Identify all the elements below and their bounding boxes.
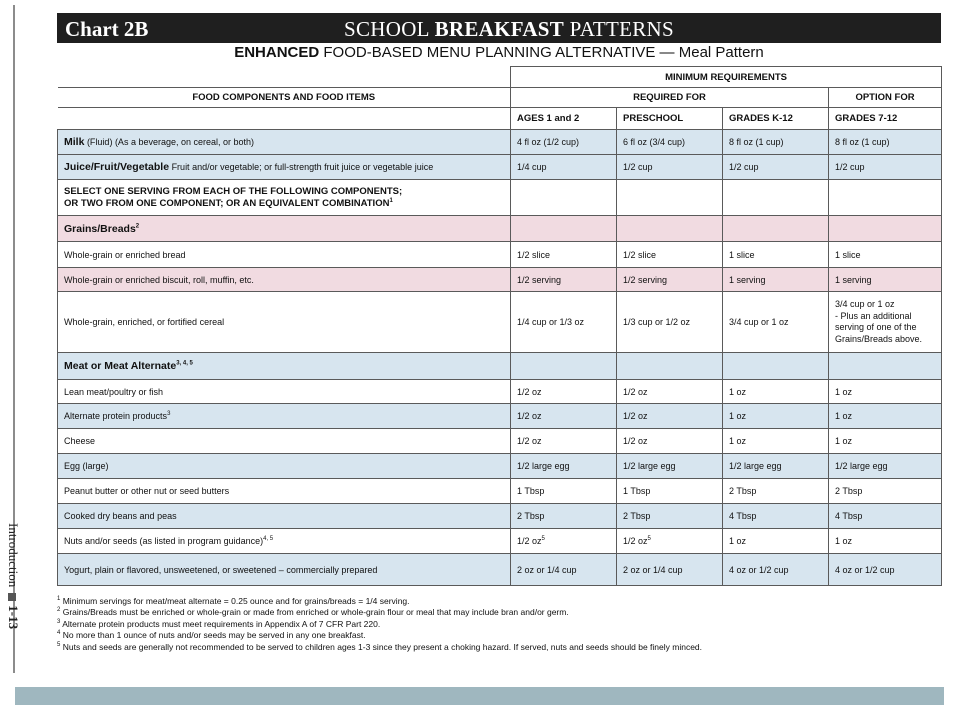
header-row-minimum xyxy=(58,67,942,88)
milk-row xyxy=(58,130,942,155)
grains-section-row xyxy=(58,216,942,242)
table-cell: 1/2 serving xyxy=(617,268,723,292)
juice-row xyxy=(58,155,942,180)
title-plain: SCHOOL xyxy=(344,17,430,41)
table-cell: 4 Tbsp xyxy=(829,504,942,529)
option-for-header: OPTION FOR xyxy=(829,88,942,108)
table-cell: 1/2 $oz^5$ xyxy=(511,529,617,554)
square-bullet-icon xyxy=(8,593,16,601)
chart-title xyxy=(344,17,674,42)
table-cell: 1/2 slice xyxy=(511,242,617,268)
age-header: GRADES 7-12 xyxy=(829,108,942,130)
table-cell: 1/2 oz xyxy=(511,404,617,429)
chart-label: Chart 2B xyxy=(65,17,149,41)
milk-label-bold: Milk xyxy=(64,136,85,148)
juice-label xyxy=(58,155,511,180)
table-row xyxy=(58,292,942,353)
meal-pattern-table xyxy=(57,66,942,586)
food-item: Egg (large) xyxy=(58,454,511,479)
empty-cell xyxy=(723,180,829,216)
grains-label-text: Grains/Breads xyxy=(64,222,136,235)
cereal-note-line: serving of one of the xyxy=(835,322,917,332)
empty-cell xyxy=(617,180,723,216)
empty-cell xyxy=(723,353,829,380)
empty-cell xyxy=(511,353,617,380)
age-header: GRADES K-12 xyxy=(723,108,829,130)
table-row xyxy=(58,242,942,268)
table-cell: 1/2 oz xyxy=(617,404,723,429)
table-cell: 1 oz xyxy=(829,380,942,404)
table-cell: 1/2 cup xyxy=(829,155,942,180)
table-cell: 8 fl oz (1 cup) xyxy=(723,130,829,155)
empty-cell xyxy=(617,216,723,242)
table-cell: 2 Tbsp xyxy=(617,504,723,529)
table-cell: 1 Tbsp xyxy=(617,479,723,504)
select-instruction: SELECT ONE SERVING FROM EACH OF THE FOLLOWING COMPONENTS; OR TWO FROM ONE COMPONENT; OR AN EQUIVALENT COMBINATION$^1$ xyxy=(58,180,511,216)
food-item-text: Alternate protein products xyxy=(64,411,168,421)
footnote-text: No more than 1 ounce of nuts and/or seeds may be served in any one breakfast. xyxy=(62,630,366,641)
table-cell: 1/2 cup xyxy=(617,155,723,180)
meat-section-label: Meat or Meat Alternate$^{3, 4, 5}$ xyxy=(58,353,511,380)
table-cell: 2 Tbsp xyxy=(829,479,942,504)
table-cell: 8 fl oz (1 cup) xyxy=(829,130,942,155)
table-cell: 3/4 cup or 1 oz xyxy=(835,299,895,309)
food-item: Whole-grain or enriched bread xyxy=(58,242,511,268)
table-cell: 1 oz xyxy=(723,404,829,429)
table-cell: 2 Tbsp xyxy=(723,479,829,504)
empty-cell xyxy=(723,216,829,242)
footnotes xyxy=(57,596,941,653)
age-header: AGES 1 and 2 xyxy=(511,108,617,130)
food-item: Yogurt, plain or flavored, unsweetened, or sweetened – commercially prepared xyxy=(58,554,511,586)
title-bold: BREAKFAST xyxy=(434,17,565,41)
footnote-text: Minimum servings for meat/meat alternate = 0.25 ounce and for grains/breads = 1/4 serving. xyxy=(62,596,410,606)
cereal-note-line: Grains/Breads above. xyxy=(835,333,923,344)
table-cell: 4 Tbsp xyxy=(723,504,829,529)
food-item: Alternate protein products$^3$ xyxy=(58,404,511,429)
table-cell: 1 oz xyxy=(829,529,942,554)
table-cell: 1/4 cup xyxy=(511,155,617,180)
table-cell: 1 oz xyxy=(723,429,829,454)
title-rest: PATTERNS xyxy=(569,17,674,41)
table-cell: 1/2 cup xyxy=(723,155,829,180)
table-cell: 4 fl oz (1/2 cup) xyxy=(511,130,617,155)
header-blank-cell xyxy=(58,67,511,88)
table-cell: 1 oz xyxy=(723,529,829,554)
juice-label-detail: Fruit and/or vegetable; or full-strength fruit juice or vegetable juice xyxy=(171,162,434,172)
footnote: $^5$ Nuts and seeds are generally not recommended to be served to children ages 1-3 since they present a choking hazard. If served, nuts and seeds should be finely minced. xyxy=(57,641,703,652)
subtitle-bold: ENHANCED xyxy=(234,44,320,61)
cell-text: 1/2 oz xyxy=(517,536,542,546)
table-cell: 1/2 large egg xyxy=(617,454,723,479)
minimum-requirements-header: MINIMUM REQUIREMENTS xyxy=(511,67,942,88)
food-item: Whole-grain, enriched, or fortified cereal xyxy=(58,292,511,353)
food-item: Whole-grain or enriched biscuit, roll, muffin, etc. xyxy=(58,268,511,292)
required-for-header: REQUIRED FOR xyxy=(511,88,829,108)
table-cell: 4 oz or 1/2 cup xyxy=(723,554,829,586)
table-cell: 1/2 large egg xyxy=(723,454,829,479)
table-cell: 1/2 oz xyxy=(511,429,617,454)
subtitle-rest: FOOD-BASED MENU PLANNING ALTERNATIVE — Meal Pattern xyxy=(323,44,764,61)
table-cell: 6 fl oz (3/4 cup) xyxy=(617,130,723,155)
table-cell: 1/2 $oz^5$ xyxy=(617,529,723,554)
grains-section-label: Grains/Breads$^2$ xyxy=(58,216,511,242)
select-line-2: OR TWO FROM ONE COMPONENT; OR AN EQUIVALENT COMBINATION xyxy=(64,197,390,209)
cereal-option-cell xyxy=(829,292,942,353)
empty-cell xyxy=(617,353,723,380)
table-cell: 1/3 cup or 1/2 oz xyxy=(617,292,723,353)
table-cell: 2 Tbsp xyxy=(511,504,617,529)
footnote: $^2$ Grains/Breads must be enriched or whole-grain or made from enriched or whole-grain flour or meal that may include bran and/or germ. xyxy=(57,607,569,618)
table-row xyxy=(58,454,942,479)
chart-header-bar xyxy=(57,13,941,43)
footnote: $^3$ Alternate protein products must meet requirements in Appendix A of 7 CFR Part 220. xyxy=(57,618,381,629)
table-row xyxy=(58,504,942,529)
food-item: Cheese xyxy=(58,429,511,454)
header-row-required xyxy=(58,88,942,108)
cell-text: 1/2 oz xyxy=(623,536,648,546)
table-row xyxy=(58,479,942,504)
side-page-caption xyxy=(3,523,21,691)
section-name: Introduction xyxy=(6,523,21,588)
table-cell: 1/2 large egg xyxy=(829,454,942,479)
footnote-text: Nuts and seeds are generally not recommended to be served to children ages 1-3 since they present a choking hazard. If served, nuts and seeds should be finely minced. xyxy=(62,641,703,652)
table-cell: 1/2 oz xyxy=(617,429,723,454)
table-cell: 1 serving xyxy=(829,268,942,292)
table-cell: 1 slice xyxy=(723,242,829,268)
food-item: Lean meat/poultry or fish xyxy=(58,380,511,404)
select-instruction-row xyxy=(58,180,942,216)
food-components-header: FOOD COMPONENTS AND FOOD ITEMS xyxy=(58,88,511,108)
header-row-ages xyxy=(58,108,942,130)
milk-label-detail: (Fluid) (As a beverage, on cereal, or both) xyxy=(86,137,255,147)
table-cell: 1 oz xyxy=(829,404,942,429)
table-row xyxy=(58,268,942,292)
meat-label-text: Meat or Meat Alternate xyxy=(64,360,177,372)
table-cell: 1/2 oz xyxy=(511,380,617,404)
table-cell: 1/2 serving xyxy=(511,268,617,292)
table-cell: 1 slice xyxy=(829,242,942,268)
empty-cell xyxy=(829,353,942,380)
table-row xyxy=(58,554,942,586)
empty-cell xyxy=(829,180,942,216)
age-header: PRESCHOOL xyxy=(617,108,723,130)
footnote: $^1$ Minimum servings for meat/meat alternate = 0.25 ounce and for grains/breads = 1/4 serving. xyxy=(57,596,410,606)
empty-cell xyxy=(511,216,617,242)
milk-label xyxy=(58,130,511,155)
bottom-bar xyxy=(15,687,944,705)
table-cell: 1/2 large egg xyxy=(511,454,617,479)
ages-blank-cell xyxy=(58,108,511,130)
empty-cell xyxy=(829,216,942,242)
empty-cell xyxy=(511,180,617,216)
table-cell: 1/2 slice xyxy=(617,242,723,268)
table-cell: 2 oz or 1/4 cup xyxy=(617,554,723,586)
table-row xyxy=(58,380,942,404)
food-item: Peanut butter or other nut or seed butters xyxy=(58,479,511,504)
table-row xyxy=(58,404,942,429)
footnote-text: Grains/Breads must be enriched or whole-grain or made from enriched or whole-grain flour or meal that may include bran and/or germ. xyxy=(62,607,569,618)
footnote-text: Alternate protein products must meet requirements in Appendix A of 7 CFR Part 220. xyxy=(62,618,381,629)
table-cell: 4 oz or 1/2 cup xyxy=(829,554,942,586)
cereal-note-line: - Plus an additional xyxy=(835,310,912,321)
table-cell: 1/2 oz xyxy=(617,380,723,404)
meat-section-row xyxy=(58,353,942,380)
table-cell: 1 oz xyxy=(723,380,829,404)
table-row xyxy=(58,529,942,554)
table-cell: 1 serving xyxy=(723,268,829,292)
page-number: 1-13 xyxy=(6,605,21,630)
table-cell: 3/4 cup or 1 oz xyxy=(723,292,829,353)
footnote: $^4$ No more than 1 ounce of nuts and/or seeds may be served in any one breakfast. xyxy=(57,630,366,641)
food-item: Nuts and/or seeds (as listed in program guidance)$^{4, 5}$ xyxy=(58,529,511,554)
food-item: Cooked dry beans and peas xyxy=(58,504,511,529)
chart-subtitle xyxy=(57,44,941,61)
table-cell: 2 oz or 1/4 cup xyxy=(511,554,617,586)
select-line-1: SELECT ONE SERVING FROM EACH OF THE FOLLOWING COMPONENTS; xyxy=(64,185,403,197)
food-item-text: Nuts and/or seeds (as listed in program guidance) xyxy=(64,536,264,546)
table-cell: 1 Tbsp xyxy=(511,479,617,504)
juice-label-bold: Juice/Fruit/Vegetable xyxy=(64,161,170,173)
table-cell: 1 oz xyxy=(829,429,942,454)
table-cell: 1/4 cup or 1/3 oz xyxy=(511,292,617,353)
table-row xyxy=(58,429,942,454)
